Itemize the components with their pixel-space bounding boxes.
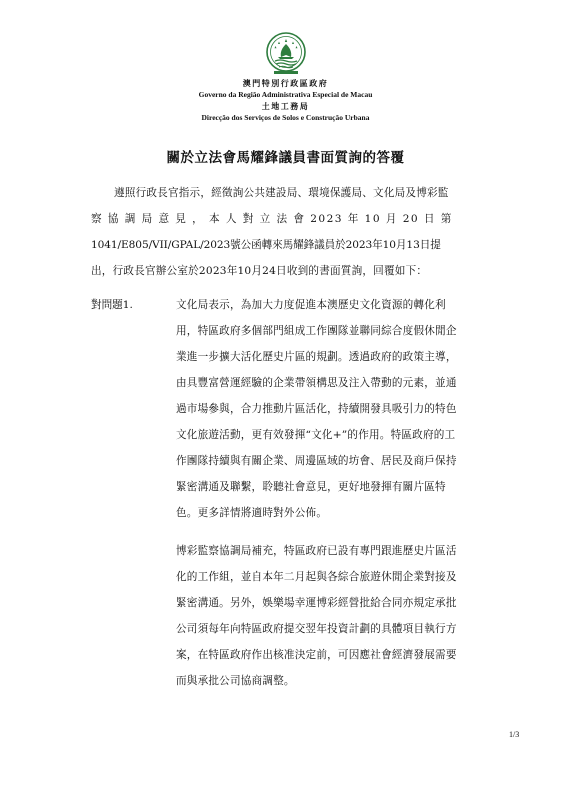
intro-line: 出，行政長官辦公室於2023年10月24日收到的書面質詢，回覆如下： xyxy=(91,265,428,277)
paragraph-line: 色。更多詳情將適時對外公佈。 xyxy=(176,507,328,519)
government-name-pt: Governo da Região Administrativa Especial de Macau xyxy=(198,90,373,99)
paragraph-line: 緊密溝通。另外，娛樂場幸運博彩經營批給合同亦規定承批 xyxy=(176,597,457,609)
macao-sar-emblem-icon xyxy=(264,30,308,78)
paragraph-line: 由具豐富營運經驗的企業帶領構思及注入帶動的元素，並通 xyxy=(176,377,457,389)
paragraph-line: 過市場參與，合力推動片區活化，持續開發具吸引力的特色 xyxy=(176,403,457,415)
paragraph-line: 博彩監察協調局補充，特區政府已設有專門跟進歷史片區活 xyxy=(176,545,457,557)
page-number: 1/3 xyxy=(509,730,520,739)
paragraph-line: 用，特區政府多個部門組成工作團隊並聯同綜合度假休閒企 xyxy=(176,325,457,337)
paragraph-line: 公司須每年向特區政府提交翌年投資計劃的具體項目執行方 xyxy=(176,623,457,635)
paragraph-line: 作團隊持續與有關企業、周邊區域的坊會、居民及商戶保持 xyxy=(176,455,457,467)
paragraph-line: 緊密溝通及聯繫，聆聽社會意見，更好地發揮有關片區特 xyxy=(176,481,446,493)
bureau-name-zh: 土地工務局 xyxy=(261,101,310,111)
paragraph-line: 案，在特區政府作出核准決定前，可因應社會經濟發展需要 xyxy=(176,649,457,661)
paragraph-line: 業進一步擴大活化歷史片區的規劃。透過政府的政策主導， xyxy=(176,351,457,363)
intro-line: 1041/E805/VII/GPAL/2023號公函轉來馬耀鋒議員於2023年10月13日提 xyxy=(91,239,441,251)
document-title: 關於立法會馬耀鋒議員書面質詢的答覆 xyxy=(166,150,405,166)
paragraph-line: 文化局表示，為加大力度促進本澳歷史文化資源的轉化利 xyxy=(176,299,446,311)
intro-line: 察 協 調 局 意 見 ， 本 人 對 立 法 會 2023 年 10 月 20 日 第 xyxy=(91,213,453,225)
paragraph-line: 文化旅遊活動，更有效發揮“文化+”的作用。特區政府的工 xyxy=(176,429,456,441)
intro-line: 遵照行政長官指示，經徵詢公共建設局、環境保護局、文化局及博彩監 xyxy=(114,187,449,199)
paragraph-line: 化的工作組，並自本年二月起與各綜合旅遊休閒企業對接及 xyxy=(176,571,457,583)
paragraph-line: 而與承批公司協商調整。 xyxy=(176,675,295,687)
bureau-name-pt: Direcção dos Serviços de Solos e Construção Urbana xyxy=(201,113,370,122)
answer-label: 對問題1. xyxy=(91,299,133,311)
government-name-zh: 澳門特別行政區政府 xyxy=(242,78,329,88)
